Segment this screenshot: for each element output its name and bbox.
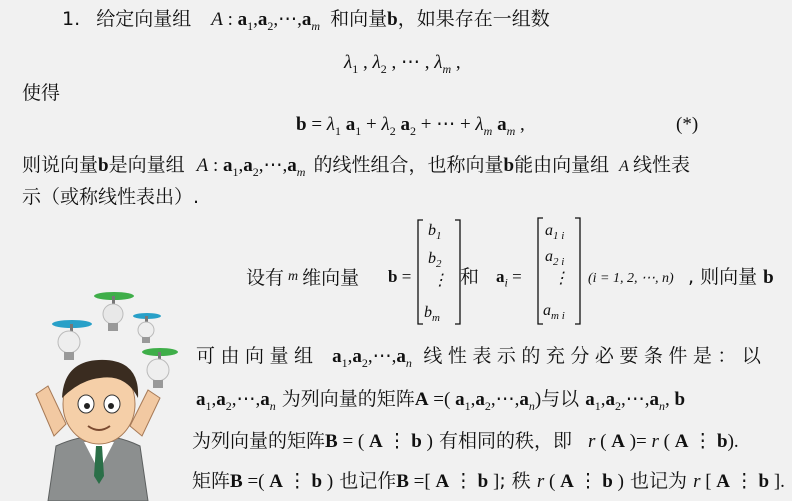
- item-number: 1.: [62, 8, 81, 30]
- condition-line-1: 可由向量组 $a_1,a_2,\cdots,a_n$ 线性表示的充分必要条件是：以: [196, 345, 767, 370]
- index-range: (i = 1, 2, ⋯, n): [588, 271, 674, 286]
- linear-combination-equation: $b = \lambda_1$ $a_1 + \lambda_2$ $a_2$ + ⋯ + $\lambda_m$ $a_m$ ,: [296, 114, 525, 138]
- condition-line-4: 矩阵B =( A ⋮ b ) 也记作B =[ A ⋮ b ]; 秩 r ( A ⋮ b ) 也记为 r [ A ⋮ b ].: [192, 470, 785, 492]
- equation-tag: (*): [676, 114, 699, 135]
- theorem-line-5: 则说向量b是向量组 A : $a_1,a_2,\cdots,a_m$ 的线性组合，也称向量b能由向量组 A 线性表: [22, 154, 690, 179]
- vector-b-label: b =: [388, 267, 412, 286]
- cartoon-man-illustration: [14, 286, 184, 501]
- vector-ai-label: $a_i$ =: [496, 267, 522, 290]
- vector-set-A: A : $a_1,a_2,\cdots,a_m$: [211, 9, 321, 33]
- theorem-line-1: 1. 给定向量组 A : $a_1,a_2,\cdots,a_m$ 和向量b，如果存在一组数: [62, 8, 550, 33]
- lightbulb-icon: [52, 320, 92, 360]
- and-word: 和: [460, 266, 480, 288]
- lightbulb-icon: [142, 348, 178, 388]
- condition-line-3: 为列向量的矩阵B = ( A ⋮ b ) 有相同的秩，即 r ( A )= r ( A ⋮ b).: [192, 430, 739, 452]
- lightbulb-icon: [133, 313, 161, 343]
- matrix-line-prefix: 设有 $^m$ 维向量: [246, 267, 360, 289]
- condition-line-2: $a_1,a_2,\cdots,a_n$ 为列向量的矩阵A =( $a_1,a_2,\cdots,a_n$)与以 $a_1,a_2,\cdots,a_n$, b: [196, 388, 686, 413]
- lightbulb-icon: [94, 292, 134, 331]
- line-use: 使得: [22, 82, 61, 104]
- matrix-line-suffix: , 则向量 b: [688, 266, 774, 288]
- lambda-list: $\lambda_1$ , $\lambda_2$ , ⋯ , $\lambda_m$ ,: [344, 52, 461, 76]
- theorem-line-6: 示（或称线性表出）.: [22, 186, 200, 208]
